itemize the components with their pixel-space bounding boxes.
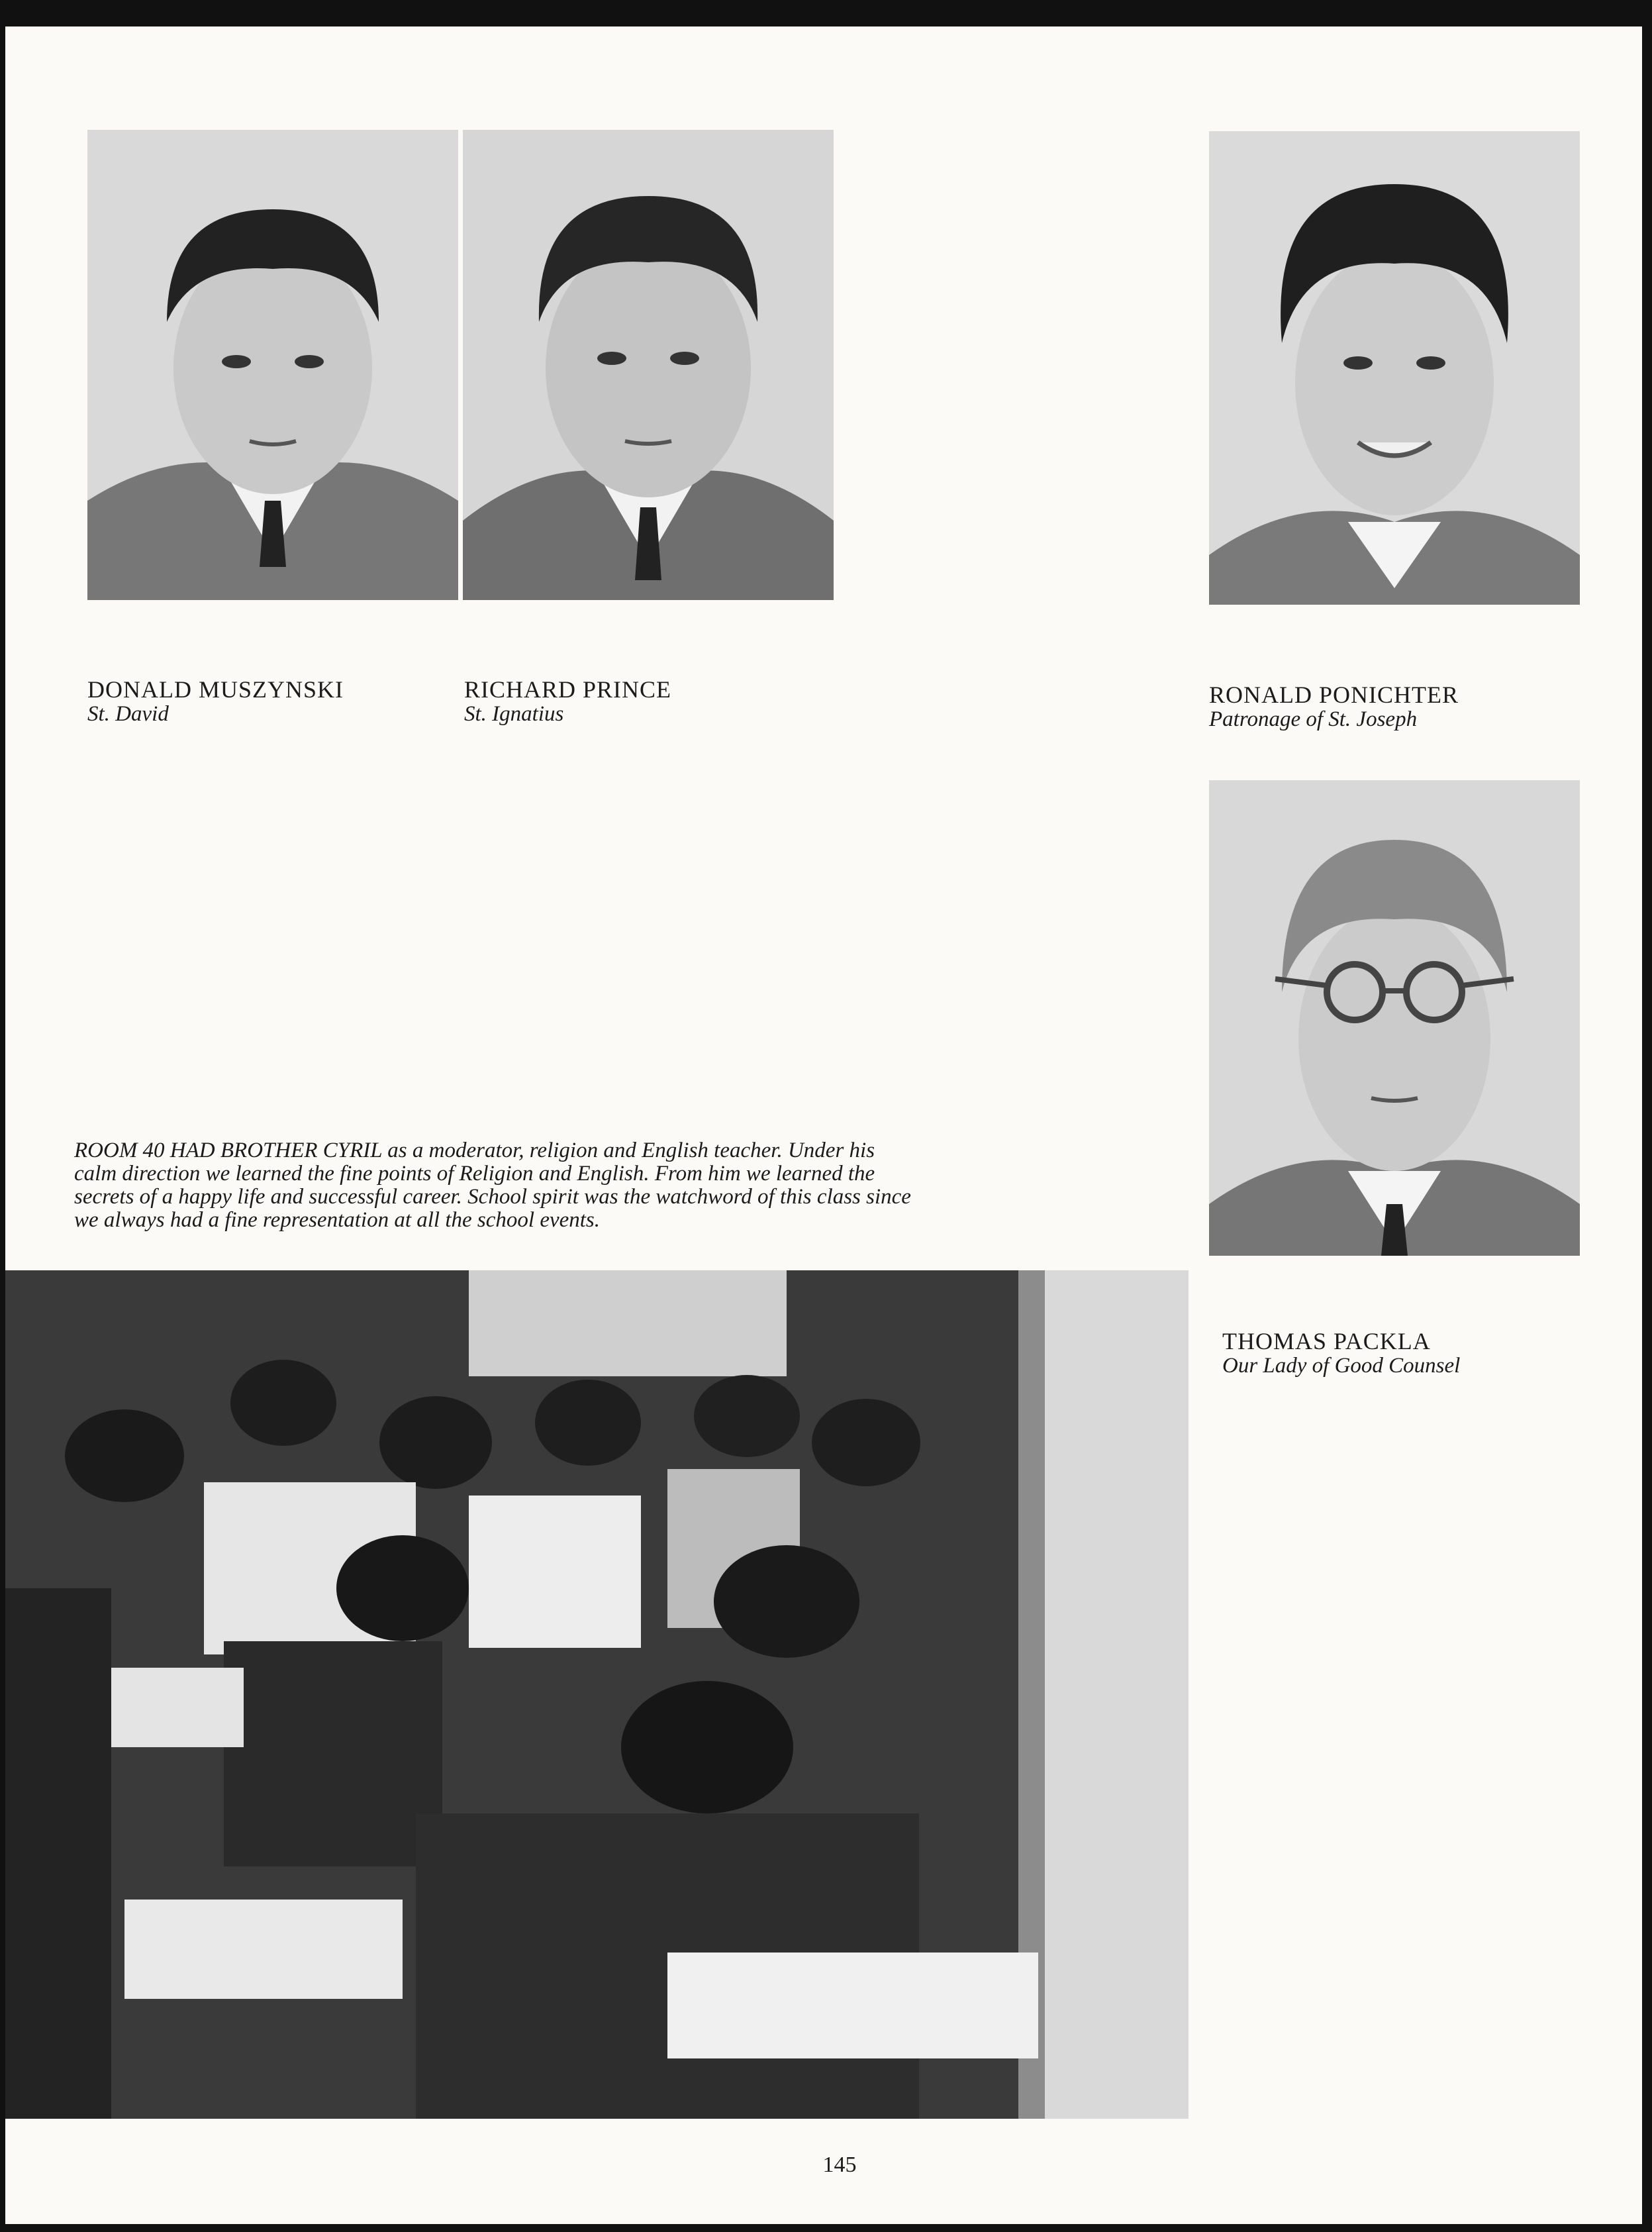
portrait-parish-3: Patronage of St. Joseph — [1209, 707, 1418, 731]
page-number: 145 — [822, 2153, 857, 2177]
caption-line-4: we always had a fine representation at all the school events. — [74, 1208, 601, 1232]
portrait-photo-ronald-ponichter — [1209, 131, 1580, 605]
portrait-parish-2: St. Ignatius — [464, 702, 564, 726]
portrait-photo-donald-muszynski — [87, 130, 458, 600]
class-caption — [74, 1139, 1067, 1232]
portrait-name-2: RICHARD PRINCE — [464, 676, 672, 703]
portrait-photo-thomas-packla — [1209, 780, 1580, 1256]
portrait-photo-richard-prince — [463, 130, 834, 600]
classroom-photo — [5, 1270, 1189, 2119]
caption-line-1: ROOM 40 HAD BROTHER CYRIL as a moderator, religion and English teacher. Under his — [74, 1139, 875, 1162]
caption-line-2: calm direction we learned the fine points of Religion and English. From him we learned the — [74, 1162, 875, 1186]
portrait-name-3: RONALD PONICHTER — [1209, 682, 1459, 708]
yearbook-page — [5, 26, 1642, 2224]
portrait-parish-1: St. David — [87, 702, 169, 726]
caption-line-3: secrets of a happy life and successful career. School spirit was the watchword of this class since — [74, 1185, 911, 1209]
portrait-name-1: DONALD MUSZYNSKI — [87, 676, 344, 703]
portrait-parish-4: Our Lady of Good Counsel — [1222, 1354, 1461, 1378]
portrait-name-4: THOMAS PACKLA — [1222, 1328, 1431, 1354]
